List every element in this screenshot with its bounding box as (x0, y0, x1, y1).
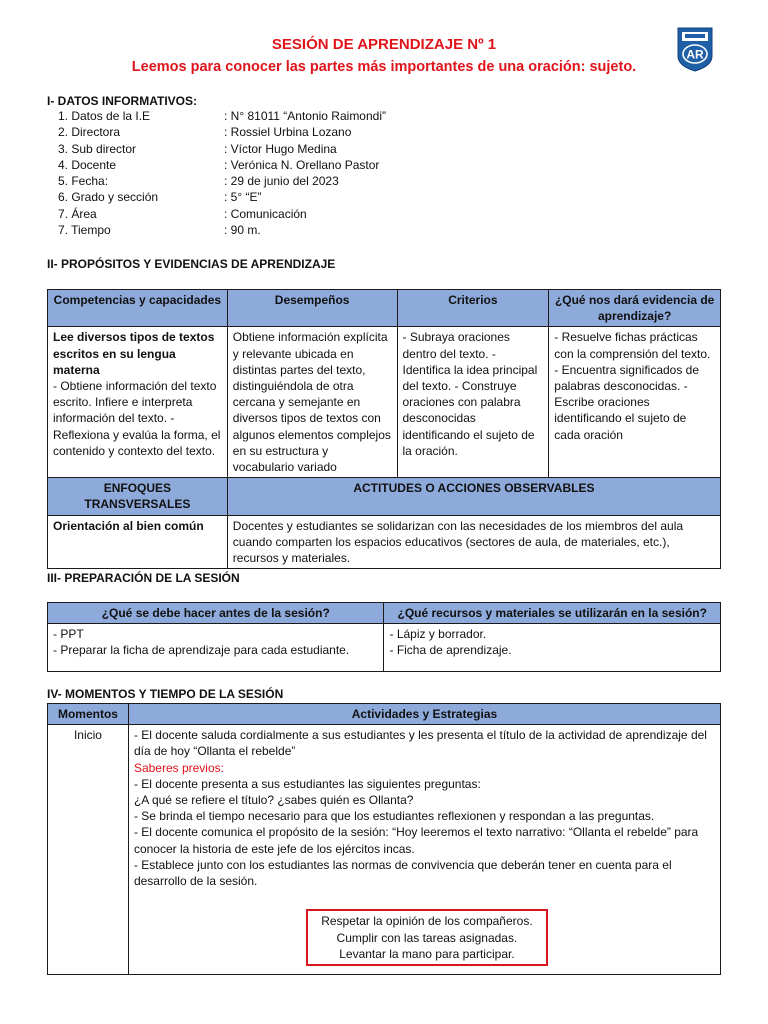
section-4-heading: IV- MOMENTOS Y TIEMPO DE LA SESIÓN (47, 687, 284, 701)
moments-table (47, 703, 721, 975)
info-value: : 29 de junio del 2023 (224, 174, 339, 189)
info-row (58, 206, 386, 222)
table-header-row (48, 704, 721, 725)
purposes-table (47, 289, 721, 569)
table-header-row (48, 478, 721, 515)
activity-paragraph: - El docente saluda cordialmente a sus estudiantes y les presenta el título de la actividad de aprendizaje del día de hoy “Ollanta el rebelde” (133, 728, 707, 759)
list-item: - Ficha de aprendizaje. (389, 643, 512, 658)
document-header (0, 36, 768, 75)
header-criterios: Criterios (397, 290, 549, 327)
info-row (58, 157, 386, 173)
header-momentos: Momentos (48, 704, 129, 725)
info-row (58, 189, 386, 205)
cell-antes (48, 624, 384, 672)
info-value: : Víctor Hugo Medina (224, 141, 337, 156)
cell-actividades (128, 725, 720, 975)
section-3-heading: III- PREPARACIÓN DE LA SESIÓN (47, 571, 240, 585)
cell-recursos (384, 624, 721, 672)
header-recursos: ¿Qué recursos y materiales se utilizarán en la sesión? (384, 603, 721, 624)
list-item: - Preparar la ficha de aprendizaje para cada estudiante. (53, 643, 350, 658)
header-antes: ¿Qué se debe hacer antes de la sesión? (48, 603, 384, 624)
school-shield-logo (676, 26, 714, 72)
activity-paragraph: - Se brinda el tiempo necesario para que los estudiantes reflexionen y respondan a las preguntas. (133, 809, 655, 824)
info-value: : Rossiel Urbina Lozano (224, 125, 352, 140)
cell-desempenos: Obtiene información explícita y relevante ubicada en distintas partes del texto, distinguiéndola de otra cercana y semejante en diversos tipos de textos con algunos elementos complejos en su estructura y vocabulario variado (227, 327, 397, 478)
section-1-heading: I- DATOS INFORMATIVOS: (47, 94, 197, 108)
header-actitudes: ACTITUDES O ACCIONES OBSERVABLES (227, 478, 720, 515)
info-row (58, 108, 386, 124)
header-enfoques: ENFOQUES TRANSVERSALES (48, 478, 228, 515)
info-value: : Verónica N. Orellano Pastor (224, 157, 380, 172)
cell-competencias (48, 327, 228, 478)
info-label: 3. Sub director (58, 141, 137, 156)
activity-paragraph: - Establece junto con los estudiantes las normas de convivencia que deberán tener en cuenta para el desarrollo de la sesión. (133, 857, 672, 889)
cell-evidencia: - Resuelve fichas prácticas con la comprensión del texto. - Encuentra significados de palabras desconocidas. - Escribe oraciones identificando el sujeto de cada oración (549, 327, 721, 478)
table-row (48, 515, 721, 569)
competencia-title: Lee diversos tipos de textos escritos en su lengua materna (53, 330, 215, 377)
table-header-row (48, 290, 721, 327)
table-row (48, 624, 721, 672)
list-item: - PPT (53, 627, 84, 642)
table-row (48, 725, 721, 975)
session-title: SESIÓN DE APRENDIZAJE Nº 1 (271, 36, 497, 53)
table-row (48, 327, 721, 478)
info-row (58, 222, 386, 238)
section-2-heading: II- PROPÓSITOS Y EVIDENCIAS DE APRENDIZAJE (47, 257, 336, 271)
info-row (58, 173, 386, 189)
info-label: 7. Tiempo (58, 223, 111, 238)
info-value: : 5° “E” (224, 190, 262, 205)
table-header-row (48, 603, 721, 624)
activity-paragraph: ¿A qué se refiere el título? ¿sabes quién es Ollanta? (133, 793, 414, 808)
info-value: : Comunicación (224, 206, 307, 221)
info-value: : N° 81011 “Antonio Raimondi” (224, 109, 386, 123)
cell-enfoque: Orientación al bien común (48, 515, 228, 569)
preparation-table (47, 602, 721, 672)
info-label: 5. Fecha: (58, 174, 109, 189)
rule-item: Levantar la mano para participar. (339, 947, 515, 962)
list-item: - Lápiz y borrador. (389, 627, 487, 642)
header-evidencia: ¿Qué nos dará evidencia de aprendizaje? (549, 290, 721, 327)
header-desempenos: Desempeños (227, 290, 397, 327)
info-list (58, 108, 386, 238)
coexistence-rules-box (306, 909, 548, 966)
info-label: 1. Datos de la I.E (58, 109, 151, 123)
cell-momento: Inicio (48, 725, 129, 975)
activity-paragraph: - El docente presenta a sus estudiantes las siguientes preguntas: (133, 776, 481, 791)
session-subtitle: Leemos para conocer las partes más importantes de una oración: sujeto. (131, 59, 637, 75)
header-actividades: Actividades y Estrategias (128, 704, 720, 725)
logo-text: AR (686, 47, 704, 62)
cell-actitud: Docentes y estudiantes se solidarizan con las necesidades de los miembros del aula cuando comparten los espacios educativos (sectores de aula, de materiales, etc.), recursos y materiales. (227, 515, 720, 569)
activity-paragraph: - El docente comunica el propósito de la sesión: “Hoy leeremos el texto narrativo: “Ollanta el rebelde” para conocer la historia de este jefe de los ejércitos incas. (133, 825, 699, 856)
info-label: 7. Área (58, 206, 97, 221)
info-label: 2. Directora (58, 125, 121, 140)
cell-criterios: - Subraya oraciones dentro del texto. - Identifica la idea principal del texto. - Construye oraciones con palabra desconocidas identificando el sujeto de la oración. (397, 327, 549, 478)
header-competencias: Competencias y capacidades (48, 290, 228, 327)
saberes-previos-label: Saberes previos: (133, 760, 224, 775)
competencia-capacidades: - Obtiene información del texto escrito. Infiere e interpreta información del texto. - Reflexiona y evalúa la forma, el contenido y contexto del texto. (53, 379, 221, 458)
info-label: 6. Grado y sección (58, 190, 159, 205)
rule-item: Respetar la opinión de los compañeros. (321, 914, 533, 929)
info-label: 4. Docente (58, 157, 117, 172)
info-row (58, 141, 386, 157)
info-value: : 90 m. (224, 223, 261, 238)
rule-item: Cumplir con las tareas asignadas. (336, 930, 518, 945)
info-row (58, 124, 386, 140)
